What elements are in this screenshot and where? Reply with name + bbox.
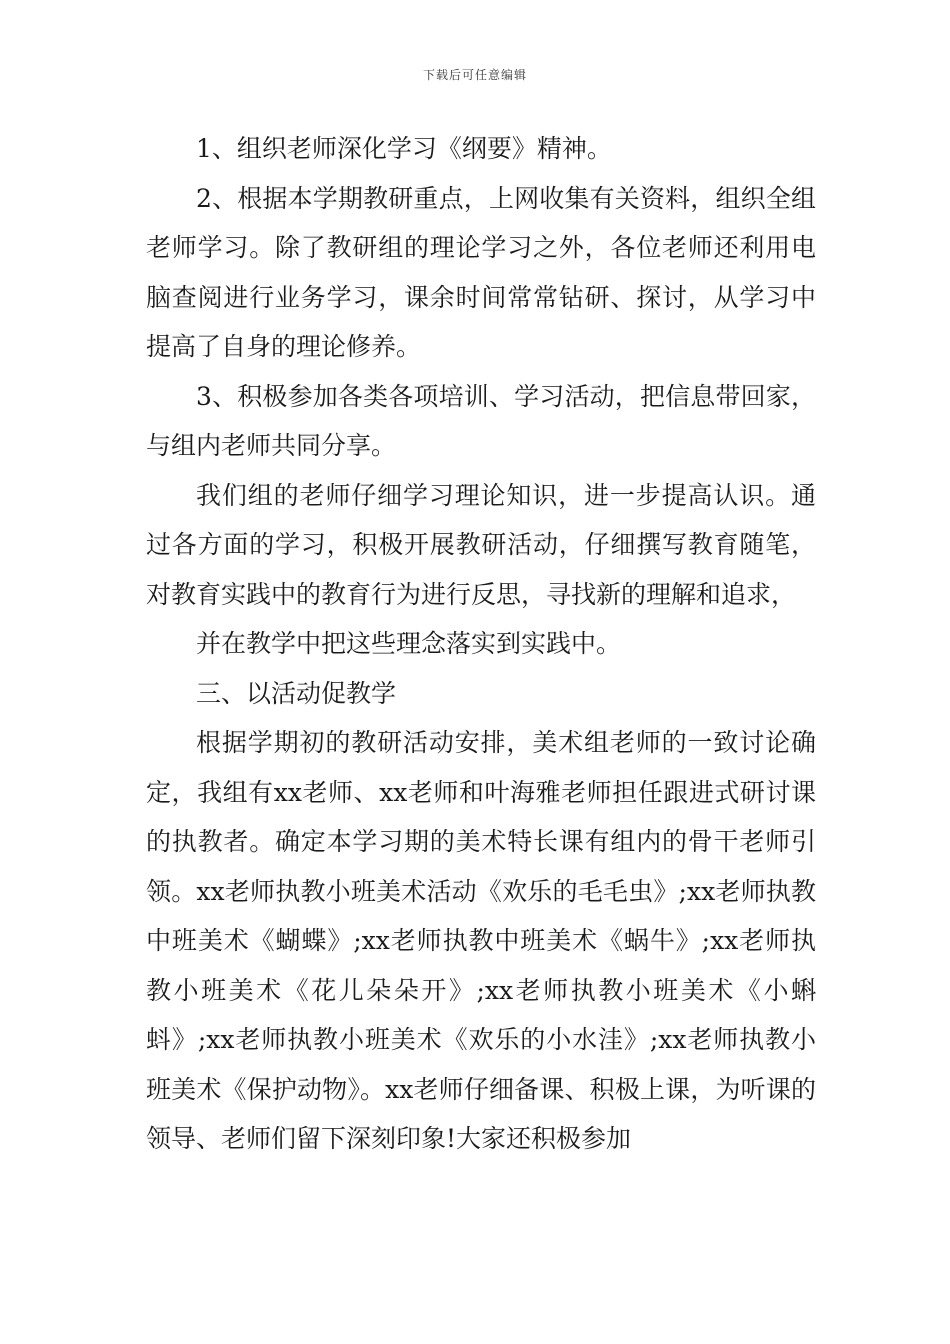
page-header-note: 下载后可任意编辑 — [422, 68, 527, 82]
paragraph-practice: 并在教学中把这些理念落实到实践中。 — [196, 629, 622, 658]
paragraph-training-activities: 3、积极参加各类各项培训、学习活动，把信息带回家，与组内老师共同分享。 — [146, 381, 816, 460]
paragraph-collect-materials: 2、根据本学期教研重点，上网收集有关资料，组织全组老师学习。除了教研组的理论学习之外，各位老师还利用电脑查阅进行业务学习，课余时间常常钻研、探讨，从学习中提高了自身的理论修养。 — [146, 183, 816, 361]
paragraph-theory-learning: 我们组的老师仔细学习理论知识，进一步提高认识。通过各方面的学习，积极开展教研活动，仔细撰写教育随笔，对教育实践中的教育行为进行反思，寻找新的理解和追求， — [146, 480, 816, 609]
document-body — [146, 124, 816, 1164]
section-heading-activities: 三、以活动促教学 — [196, 678, 397, 708]
paragraph-teaching-activities: 根据学期初的教研活动安排，美术组老师的一致讨论确定，我组有xx老师、xx老师和叶海雅老师担任跟进式研讨课的执教者。确定本学习期的美术特长课有组内的骨干老师引领。xx老师执教小班美术活动《欢乐的毛毛虫》;xx老师执教中班美术《蝴蝶》;xx老师执教中班美术《蜗牛》;xx老师执教小班美术《花儿朵朵开》;xx老师执教小班美术《小蝌蚪》;xx老师执教小班美术《欢乐的小水洼》;xx老师执教小班美术《保护动物》。xx老师仔细备课、积极上课，为听课的领导、老师们留下深刻印象!大家还积极参加 — [146, 728, 816, 1153]
paragraph-study-outline: 1、组织老师深化学习《纲要》精神。 — [196, 134, 612, 163]
